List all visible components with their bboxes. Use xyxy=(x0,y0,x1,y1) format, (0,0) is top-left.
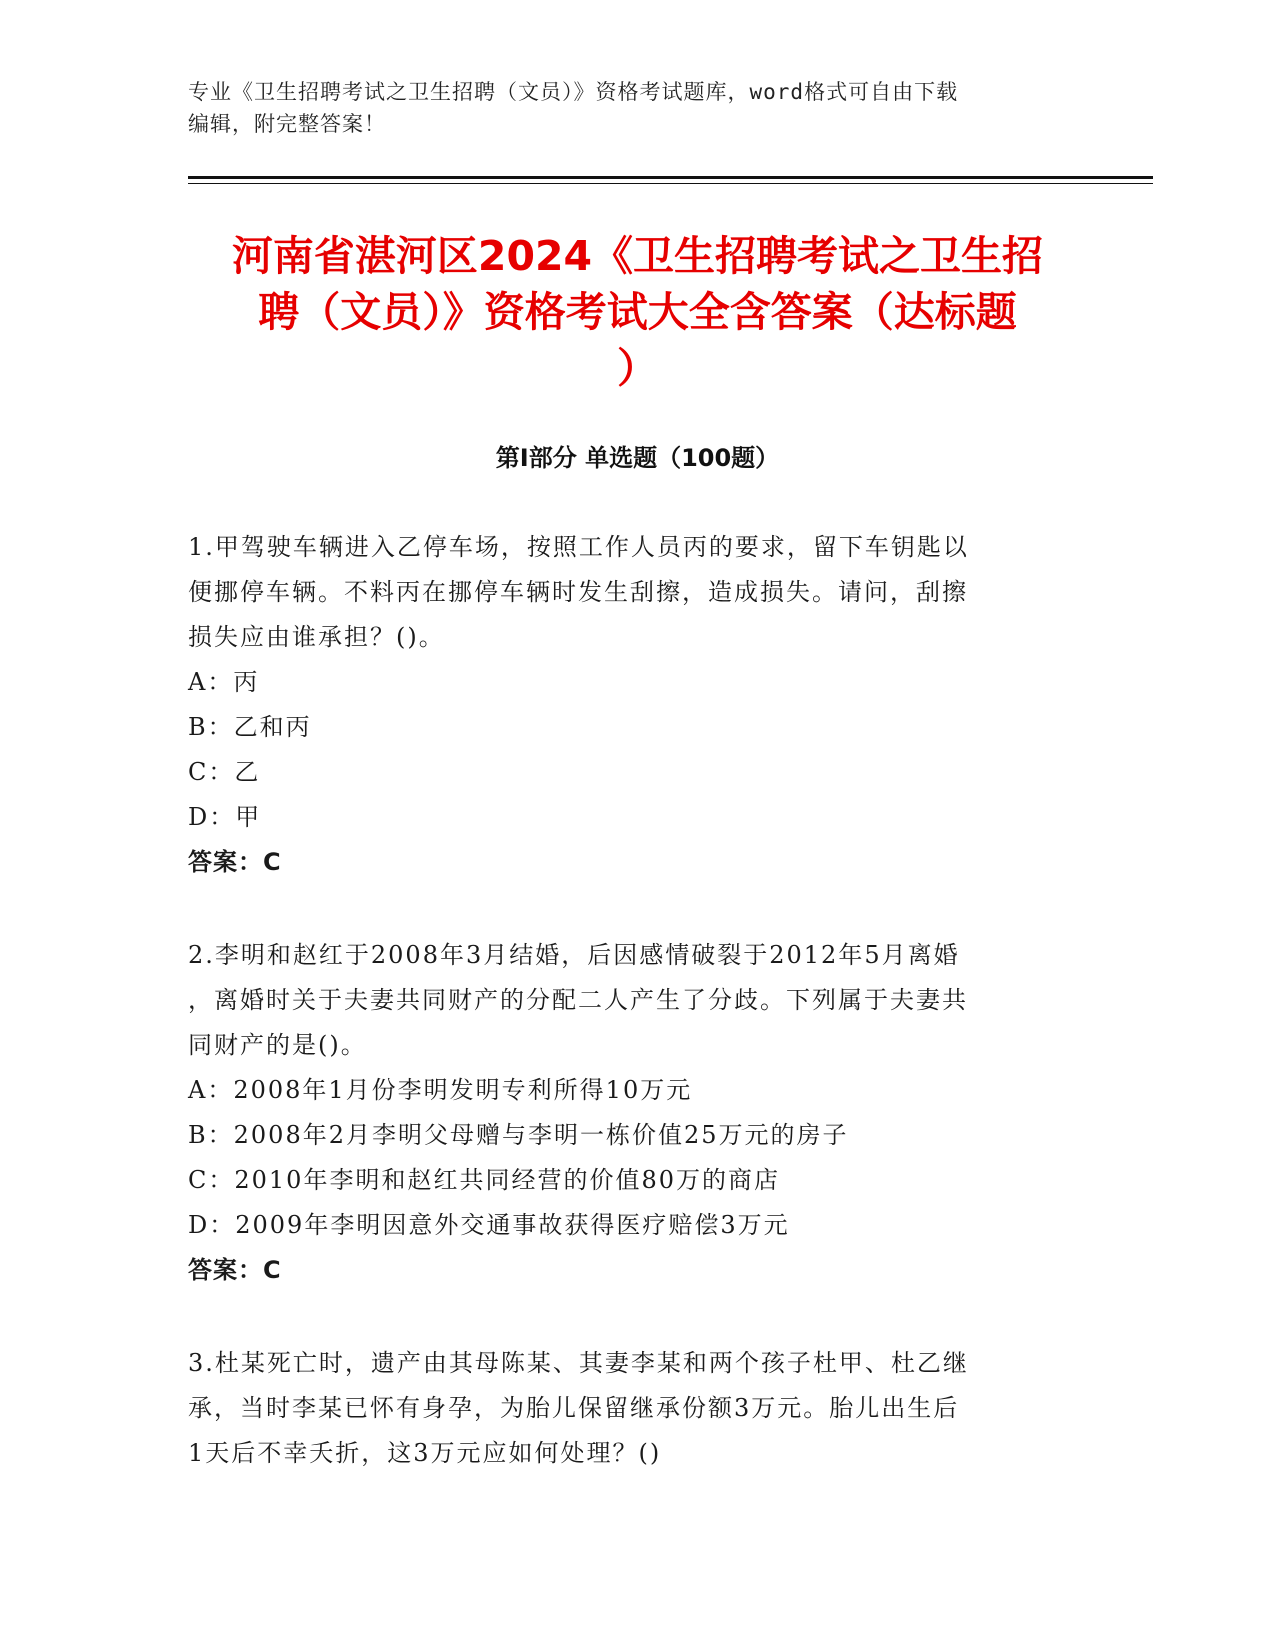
question-2 xyxy=(188,933,1088,1293)
document-title-line-3: ） xyxy=(617,344,658,392)
option-a: A：丙 xyxy=(188,668,260,696)
document-title-line-2: 聘（文员）》资格考试大全含答案（达标题 xyxy=(258,288,1017,336)
question-stem-line: 2.李明和赵红于2008年3月结婚，后因感情破裂于2012年5月离婚 xyxy=(188,941,960,969)
header-note-line-1: 专业《卫生招聘考试之卫生招聘（文员）》资格考试题库，word格式可自由下载 xyxy=(188,80,959,104)
option-b: B：乙和丙 xyxy=(188,713,312,741)
option-c: C：2010年李明和赵红共同经营的价值80万的商店 xyxy=(188,1166,780,1194)
question-stem-line: 3.杜某死亡时，遗产由其母陈某、其妻李某和两个孩子杜甲、杜乙继 xyxy=(188,1349,969,1377)
document-title xyxy=(150,228,1125,396)
header-rule-thin xyxy=(188,183,1153,184)
option-d: D：2009年李明因意外交通事故获得医疗赔偿3万元 xyxy=(188,1211,790,1239)
header-rule-thick xyxy=(188,176,1153,179)
answer-line: 答案：C xyxy=(188,1256,282,1284)
question-stem xyxy=(188,933,1088,1068)
option-a: A：2008年1月份李明发明专利所得10万元 xyxy=(188,1076,693,1104)
option-d: D：甲 xyxy=(188,803,262,831)
question-stem xyxy=(188,525,1088,660)
question-3 xyxy=(188,1341,1088,1476)
question-stem-line: 承，当时李某已怀有身孕，为胎儿保留继承份额3万元。胎儿出生后 xyxy=(188,1394,960,1422)
question-stem xyxy=(188,1341,1088,1476)
header-note xyxy=(188,76,1088,140)
question-stem-line: 1.甲驾驶车辆进入乙停车场，按照工作人员丙的要求，留下车钥匙以 xyxy=(188,533,969,561)
section-heading: 第Ⅰ部分 单选题（100题） xyxy=(495,444,780,472)
option-b: B：2008年2月李明父母赠与李明一栋价值25万元的房子 xyxy=(188,1121,849,1149)
question-1 xyxy=(188,525,1088,885)
question-list xyxy=(188,525,1088,1524)
question-stem-line: ，离婚时关于夫妻共同财产的分配二人产生了分歧。下列属于夫妻共 xyxy=(188,986,968,1014)
header-note-line-2: 编辑，附完整答案！ xyxy=(188,112,386,136)
question-stem-line: 同财产的是()。 xyxy=(188,1031,367,1059)
option-c: C：乙 xyxy=(188,758,261,786)
document-title-line-1: 河南省湛河区2024《卫生招聘考试之卫生招 xyxy=(231,232,1044,280)
question-stem-line: 1天后不幸夭折，这3万元应如何处理？() xyxy=(188,1439,662,1467)
answer-line: 答案：C xyxy=(188,848,282,876)
question-stem-line: 损失应由谁承担？()。 xyxy=(188,623,445,651)
question-stem-line: 便挪停车辆。不料丙在挪停车辆时发生刮擦，造成损失。请问，刮擦 xyxy=(188,578,968,606)
